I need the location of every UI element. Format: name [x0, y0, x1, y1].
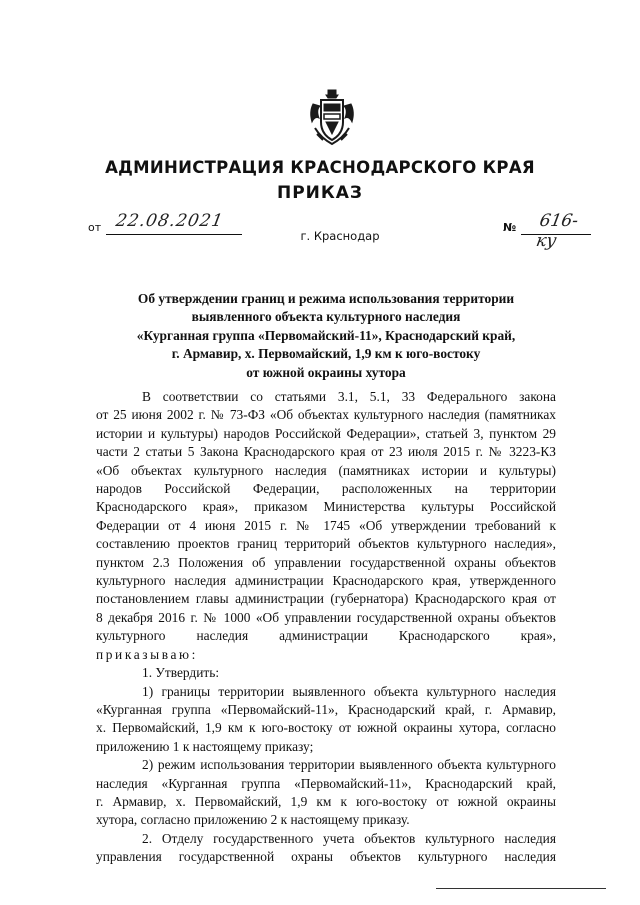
- order-body: [96, 388, 556, 867]
- number-label: №: [503, 221, 517, 234]
- body-line: «Об объектах культурного наследия (памятниках истории и культуры): [96, 462, 556, 478]
- from-label: от: [88, 221, 102, 234]
- coat-of-arms-emblem: [307, 88, 357, 146]
- body-line: части 2 статьи 5 Закона Краснодарского края от 23 июля 2015 г. № 3223-КЗ: [96, 444, 556, 460]
- body-line: 2. Отделу государственного учета объектов культурного наследия: [142, 830, 556, 846]
- body-line: х. Первомайский, 1,9 км к юго-востоку от южной окраины хутора, согласно: [96, 720, 556, 736]
- handwritten-date: 22.08.2021: [114, 211, 226, 231]
- body-line: хутора, согласно приложению 2 к настоящему приказу.: [96, 812, 410, 828]
- body-line: г. Армавир, х. Первомайский, 1,9 км к юго-востоку от южной окраины: [96, 793, 556, 809]
- document-type-title: ПРИКАЗ: [276, 183, 364, 203]
- body-line: наследия «Курганная группа «Первомайский-11», Краснодарский край,: [96, 775, 556, 791]
- body-line: культурного наследия администрации Краснодарского края»,: [96, 628, 556, 644]
- body-line: от 25 июня 2002 г. № 73-ФЗ «Об объектах культурного наследия (памятниках: [96, 407, 556, 423]
- body-line: Федерации от 4 июня 2015 г. № 1745 «Об утверждении требований к: [96, 517, 556, 533]
- organization-title: АДМИНИСТРАЦИЯ КРАСНОДАРСКОГО КРАЯ: [105, 158, 535, 177]
- city-label: г. Краснодар: [300, 229, 380, 243]
- body-line: управления государственной охраны объектов культурного наследия: [96, 849, 556, 865]
- subject-line: выявленного объекта культурного наследия: [191, 309, 461, 325]
- body-line: 2) режим использования территории выявленного объекта культурного: [142, 757, 556, 773]
- body-line: 1. Утвердить:: [142, 665, 220, 681]
- subject-line: Об утверждении границ и режима использования территории: [137, 291, 515, 306]
- body-line: культурного наследия администрации Краснодарского края, утвержденного: [96, 573, 556, 589]
- body-line: «Курганная группа «Первомайский-11», Краснодарский край, г. Армавир,: [96, 701, 556, 717]
- body-line: постановлением главы администрации (губернатора) Краснодарского края от: [96, 591, 556, 607]
- footer-rule: [436, 888, 606, 889]
- body-line: истории и культуры) народов Российской Федерации», статьей 3, пунктом 29: [96, 425, 556, 441]
- body-line: приложению 1 к настоящему приказу;: [96, 738, 314, 754]
- handwritten-number: 616-ку: [534, 211, 580, 251]
- subject-line: г. Армавир, х. Первомайский, 1,9 км к юго-востоку: [171, 346, 481, 362]
- order-verb: приказываю:: [96, 646, 198, 662]
- body-line: составлению проектов границ территорий объектов культурного наследия»,: [96, 536, 556, 552]
- body-line: Краснодарского края», приказом Министерства культуры Российской: [96, 499, 556, 515]
- body-line: народов Российской Федерации, расположенных на территории: [96, 481, 556, 497]
- subject-line: «Курганная группа «Первомайский-11», Краснодарский край,: [136, 327, 516, 343]
- order-subject: [110, 290, 542, 382]
- body-line: В соответствии со статьями 3.1, 5.1, 33 Федерального закона: [142, 389, 556, 404]
- subject-line: от южной окраины хутора: [246, 364, 406, 380]
- body-line: 1) границы территории выявленного объекта культурного наследия: [142, 683, 556, 699]
- body-line: 8 декабря 2016 г. № 1000 «Об управлении государственной охраны объектов: [96, 609, 556, 625]
- body-line: пунктом 2.3 Положения об управлении государственной охраны объектов: [96, 554, 556, 570]
